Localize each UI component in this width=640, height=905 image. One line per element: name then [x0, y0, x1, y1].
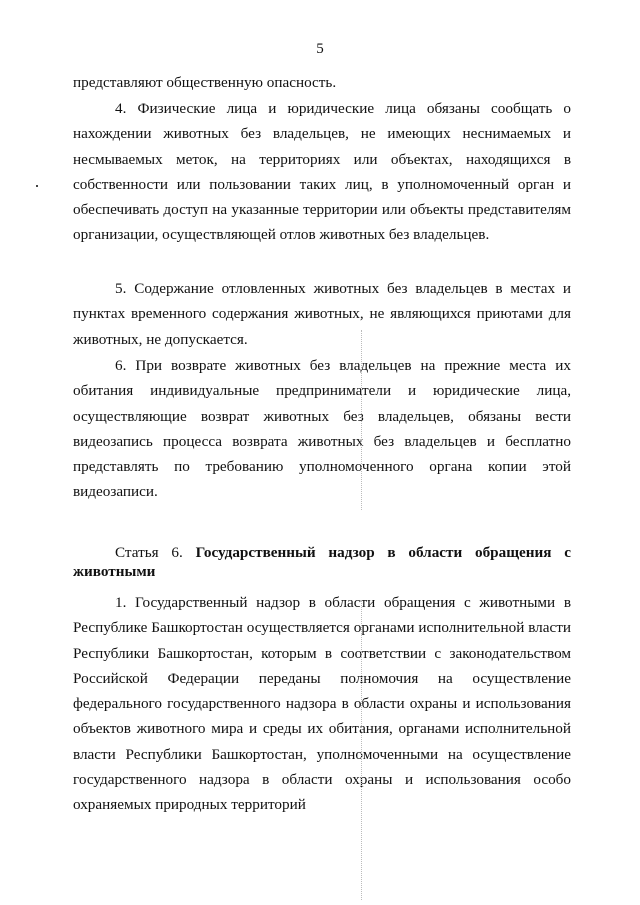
paragraph-continuation: представляют общественную опасность.: [73, 74, 337, 91]
scan-artifact-dot: [36, 185, 38, 187]
page-number: 5: [316, 41, 324, 57]
paragraph-6: 6. При возврате животных без владельцев на прежние места их обитания индивидуальные предприниматели и юридические лица, осуществляющие возврат животных без владельцев, обязаны вести видеозапись процесса возврата животных без владельцев и бесплатно представлять по требованию уполномоченного органа копии этой видеозаписи.: [73, 357, 571, 501]
article-heading: [73, 543, 571, 581]
article-title: Государственный надзор в области обращения с животными: [73, 544, 572, 580]
paragraph-5: 5. Содержание отловленных животных без владельцев в местах и пунктах временного содержания животных, не являющихся приютами для животных, не допускается.: [73, 280, 571, 348]
scan-fold-line-lower: [361, 600, 363, 900]
article-label: Статья 6.: [115, 544, 183, 561]
article-paragraph-1: 1. Государственный надзор в области обращения с животными в Республике Башкортостан осуществляется органами исполнительной власти Республики Башкортостан, которым в соответствии с законодательством Российской Федерации переданы полномочия на осуществление федерального государственного надзора в области охраны и использования объектов животного мира и среды их обитания, органами исполнительной власти Республики Башкортостан, уполномоченными на осуществление государственного надзора в области охраны и использования особо охраняемых природных территорий: [73, 594, 571, 814]
paragraph-4: 4. Физические лица и юридические лица обязаны сообщать о нахождении животных без владельцев, не имеющих неснимаемых и несмываемых меток, на территориях или объектах, находящихся в собственности или пользовании таких лиц, в уполномоченный орган и обеспечивать доступ на указанные территории или объекты представителям организации, осуществляющей отлов животных без владельцев.: [73, 100, 571, 244]
scan-fold-line: [361, 330, 363, 510]
